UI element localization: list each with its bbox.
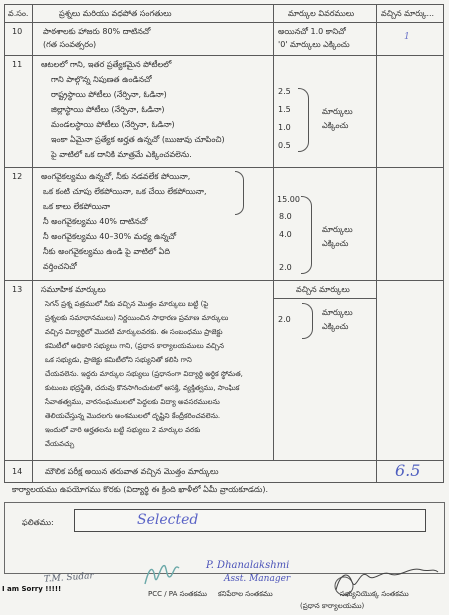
marks-value: 0.5 (278, 141, 291, 150)
marks-note: మార్కులు (322, 225, 353, 234)
marks-note: ఎక్కించు (322, 239, 349, 248)
row-number: 11 (12, 60, 23, 69)
awarded-header: వచ్చిన మార్కులు (296, 285, 350, 294)
marks-value: 2.0 (278, 315, 291, 324)
marks-note: మార్కులు (322, 107, 353, 116)
row-line: జిల్లాస్థాయి పోటీలు (నేర్పినా, ఓడినా) (51, 105, 165, 114)
header-marks-awarded-cell (377, 5, 444, 23)
header-marks-awarded: వచ్చిన మార్కు... (381, 9, 435, 18)
result-field[interactable] (74, 509, 426, 532)
row-line: వర్తించనిచో (43, 262, 77, 271)
row-line: నీ అంగవైకల్యము 40–30% మధ్య ఉన్నచో (43, 232, 177, 241)
row-line: రాష్ట్రస్థాయి పోటీలు (నేర్పినా, ఓడినా) (51, 90, 167, 99)
row-number: 13 (12, 285, 23, 294)
row-line: పాఠశాలకు హాజరు 80% దాటినచో (43, 27, 151, 36)
watermark-text: I am Sorry !!!!! (2, 585, 62, 593)
row-number: 12 (12, 172, 23, 181)
row-line: కుటుంబ భద్రస్థితి, చదువు కొనసాగించుటలో ఆసక్తి, వ్యక్తిత్వము, సాంఘిక (45, 384, 240, 392)
brace (298, 88, 309, 152)
marks-value: 1.0 (278, 123, 291, 132)
header-questions-cell (33, 5, 274, 23)
row-line: నీ అంగవైకల్యము 40% దాటినచో (43, 217, 148, 226)
marks-rule: '0' మార్కులు ఎక్కించు (278, 40, 350, 49)
principal-label: (ప్రధాన కార్యాలయము) (300, 602, 365, 610)
marks-value: 15.00 (277, 195, 300, 204)
brace (235, 171, 244, 215)
row-line: పై వాటిలో ఒక దానికి మాత్రమే ఎక్కించవలెను. (51, 150, 192, 159)
header-serial: వ.సం. (8, 9, 29, 18)
signature-3: P. Dhanalakshmi (206, 560, 290, 571)
marks-note: ఎక్కించు (322, 322, 349, 331)
signature-3-label: కనిపేరాల సంతకము (218, 590, 273, 598)
marks-value: 1.5 (278, 105, 291, 114)
row-title: సమూహిక మార్కులు (41, 285, 106, 294)
header-marks-details-cell (274, 5, 377, 23)
marks-value: 8.0 (279, 212, 292, 221)
signature-3-title: Asst. Manager (224, 574, 291, 584)
brace (302, 303, 313, 339)
divider (274, 298, 377, 299)
row-line: సెగన్ ప్రశ్న పత్రములో నీకు వచ్చిన మొత్తం మార్కులు బట్టి (పై (45, 300, 209, 308)
signature-1: T.M. Sudar (43, 571, 95, 585)
result-label: ఫలితము: (22, 518, 54, 527)
row-line: ఒక సభ్యుడు, ప్రాజెక్టు కమిటీలోని సభ్యునితో కలిసి గాని (45, 356, 192, 364)
row-line: గాని పాల్గొన్న నిపుణత ఉండినచో (51, 75, 152, 84)
row-line: ఇంకా ఏమైనా ప్రత్యేక అర్హత ఉన్నచో (ఋజువు చూపించి) (51, 135, 225, 144)
table-row (5, 168, 444, 281)
application-form-table (4, 4, 444, 483)
row-line: మౌలిక పరీక్ష అయిన తరువాత వచ్చిన మొత్తం మార్కులు (45, 467, 219, 476)
row-line: ఆటలలో గాని, ఇతర ప్రత్యేకమైన పోటీలలో (41, 60, 172, 69)
header-marks-details: మార్కుల వివరములు (288, 9, 355, 18)
result-value: Selected (137, 512, 199, 528)
row-number: 10 (12, 27, 23, 36)
awarded-value: 1 (404, 32, 410, 42)
row-number: 14 (12, 467, 23, 476)
table-row (5, 56, 444, 168)
row-line: కమిటీలో అధికారి సభ్యులు గాని, (ప్రధాన కార్యాలయములు వచ్చిన (45, 342, 225, 350)
row-line: (గత సంవత్సరం) (43, 40, 97, 49)
total-marks-value: 6.5 (395, 461, 421, 480)
row-line: అంగవైకల్యము ఉన్నచో, నీకు నడవలేక పోయినా, (41, 172, 191, 181)
header-serial-cell (5, 5, 33, 23)
table-header-row (5, 5, 444, 23)
row-line: ఒక కంటి చూపు లేకపోయినా, ఒక చేయి లేకపోయినా, (43, 187, 207, 196)
table-row (5, 461, 444, 483)
marks-rule: అయినచో 1.0 కానిచో (278, 27, 346, 36)
header-questions: ప్రశ్నలు మరియు వధపోత సంగతులు (59, 9, 172, 18)
row-line: వచ్చిన విద్యార్థిలో మొదటి మార్కులవరకు. ఈ సంబంధము ప్రాజెక్టు (45, 328, 223, 336)
marks-value: 4.0 (279, 230, 292, 239)
row-line: సేవాతత్వము, వారసంఘములలో పెద్దలకు విద్యా అవసరములను (45, 398, 220, 406)
marks-value: 2.0 (279, 263, 292, 272)
table-row (5, 23, 444, 56)
row-line: చేయవలెను. ఇద్దరు మార్కుల సభ్యులు (ప్రధానంగా విద్యార్థి అర్థిక స్థోమత, (45, 370, 243, 378)
signature-2-label: PCC / PA సంతకము (148, 590, 207, 598)
marks-value: 2.5 (278, 87, 291, 96)
table-row (5, 281, 444, 461)
row-line: ప్రశ్నలకు సమాధానములు) నిర్ణయించిన సాధారణ ప్రమాణ మార్కులు (45, 314, 229, 322)
row-line: వేయవచ్చు (45, 440, 75, 448)
row-line: తెలియచేస్తున్న మొదలగు అంశములలో దృష్టిని కేంద్రీకరించవలెను. (45, 412, 221, 420)
row-line: నీకు అంగవైకల్యము ఉండి పై వాటిలో ఏది (43, 247, 171, 256)
marks-note: ఎక్కించు (322, 121, 349, 130)
signature-2-scribble (137, 558, 187, 588)
marks-note: మార్కులు (322, 308, 353, 317)
signature-4-label: సభ్యునియొక్క సంతకము (340, 590, 409, 598)
row-line: మండలస్థాయి పోటీలు (నేర్పినా, ఓడినా) (51, 120, 175, 129)
office-use-note: కార్యాలయము ఉపయోగము కొరకు (విద్యార్థి ఈ క్రింది ఖాళీలో ఏమీ వ్రాయకూడదు). (12, 485, 269, 494)
row-line: ఒక కాలు లేకపోయినా (43, 202, 111, 211)
row-line: ఇందులో వారి అర్హతలను బట్టి సభ్యులు 2 మార్కుల వరకు (45, 426, 201, 434)
brace (301, 196, 312, 274)
